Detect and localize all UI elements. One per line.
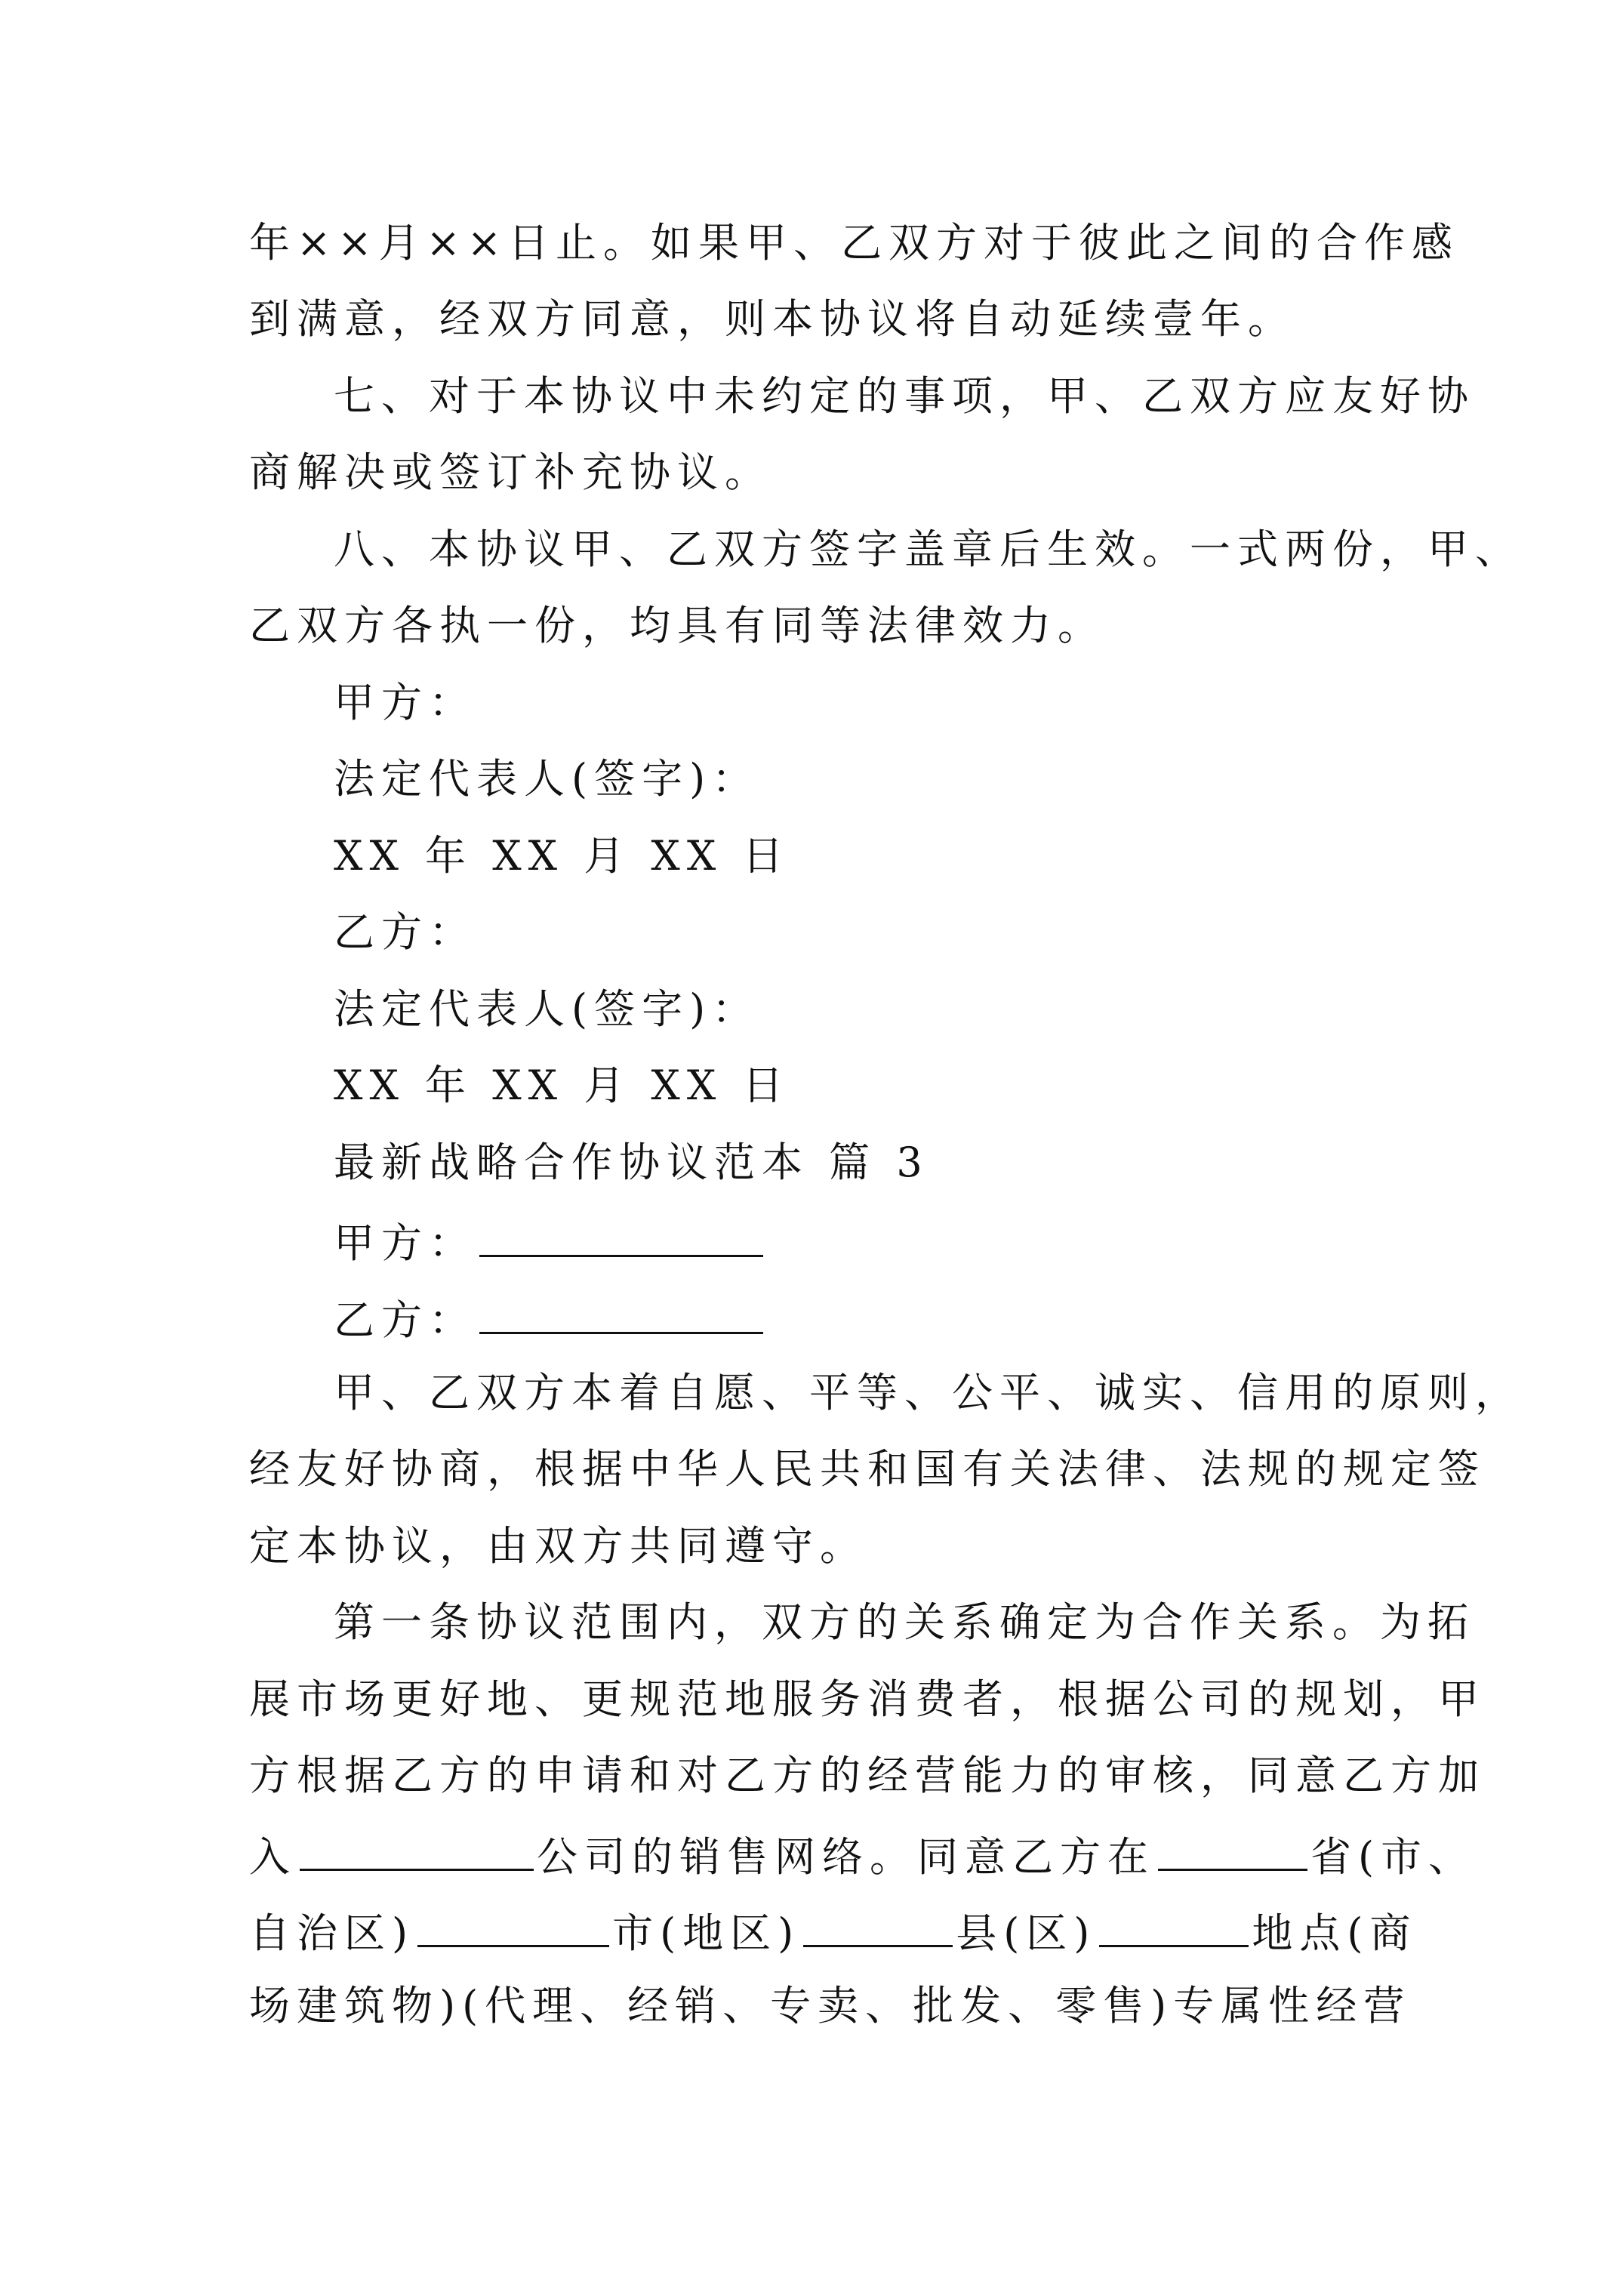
text-line: 七、对于本协议中未约定的事项，甲、乙双方应友好协 [334, 372, 1475, 420]
text-fragment: 省(市、 [1310, 1833, 1477, 1881]
party-b-label: 乙方： [334, 908, 476, 956]
text-fragment: 市(地区) [612, 1909, 801, 1957]
location-blank [1099, 1903, 1249, 1947]
date-line: XX 年 XX 月 XX 日 [334, 1062, 790, 1109]
text-fragment: 自治区) [249, 1909, 415, 1957]
legal-rep-signature-label: 法定代表人(签字)： [334, 755, 760, 803]
party-b-field-row [334, 1290, 766, 1347]
text-fragment: 地点(商 [1252, 1909, 1418, 1957]
text-line: 第一条协议范围内，双方的关系确定为合作关系。为拓 [334, 1598, 1475, 1646]
party-a-label: 甲方： [334, 679, 476, 726]
party-a-blank [479, 1213, 763, 1257]
party-a-field-label: 甲方： [334, 1219, 476, 1267]
text-line: 经友好协商，根据中华人民共和国有关法律、法规的规定签 [249, 1445, 1486, 1493]
text-line: 定本协议，由双方共同遵守。 [249, 1522, 867, 1570]
party-b-blank [479, 1290, 763, 1334]
text-line: 到满意，经双方同意，则本协议将自动延续壹年。 [249, 295, 1295, 343]
province-blank [1158, 1826, 1307, 1871]
text-line: 展市场更好地、更规范地服务消费者，根据公司的规划，甲 [249, 1675, 1486, 1723]
text-line-with-blanks [249, 1826, 1476, 1884]
text-fragment: 入 [249, 1833, 297, 1881]
legal-rep-signature-label: 法定代表人(签字)： [334, 985, 760, 1033]
text-fragment: 公司的销售网络。同意乙方在 [537, 1833, 1155, 1881]
party-a-field-row [334, 1213, 766, 1270]
city-blank [417, 1903, 609, 1947]
company-blank [300, 1826, 534, 1871]
section-heading: 最新战略合作协议范本 篇 3 [334, 1139, 929, 1186]
text-line: 甲、乙双方本着自愿、平等、公平、诚实、信用的原则， [334, 1369, 1523, 1416]
text-line: 方根据乙方的申请和对乙方的经营能力的审核，同意乙方加 [249, 1752, 1486, 1799]
date-line: XX 年 XX 月 XX 日 [334, 832, 790, 880]
text-line: 八、本协议甲、乙双方签字盖章后生效。一式两份，甲、 [334, 525, 1523, 573]
text-line-with-blanks [249, 1903, 1417, 1960]
party-b-field-label: 乙方： [334, 1296, 476, 1344]
text-line: 场建筑物)(代理、经销、专卖、批发、零售)专属性经营 [249, 1982, 1412, 2029]
text-line: 乙双方各执一份，均具有同等法律效力。 [249, 602, 1105, 649]
text-line: 商解决或签订补充协议。 [249, 448, 772, 496]
text-line: 年××月××日止。如果甲、乙双方对于彼此之间的合作感 [249, 219, 1459, 267]
text-fragment: 县(区) [956, 1909, 1097, 1957]
county-blank [803, 1903, 953, 1947]
